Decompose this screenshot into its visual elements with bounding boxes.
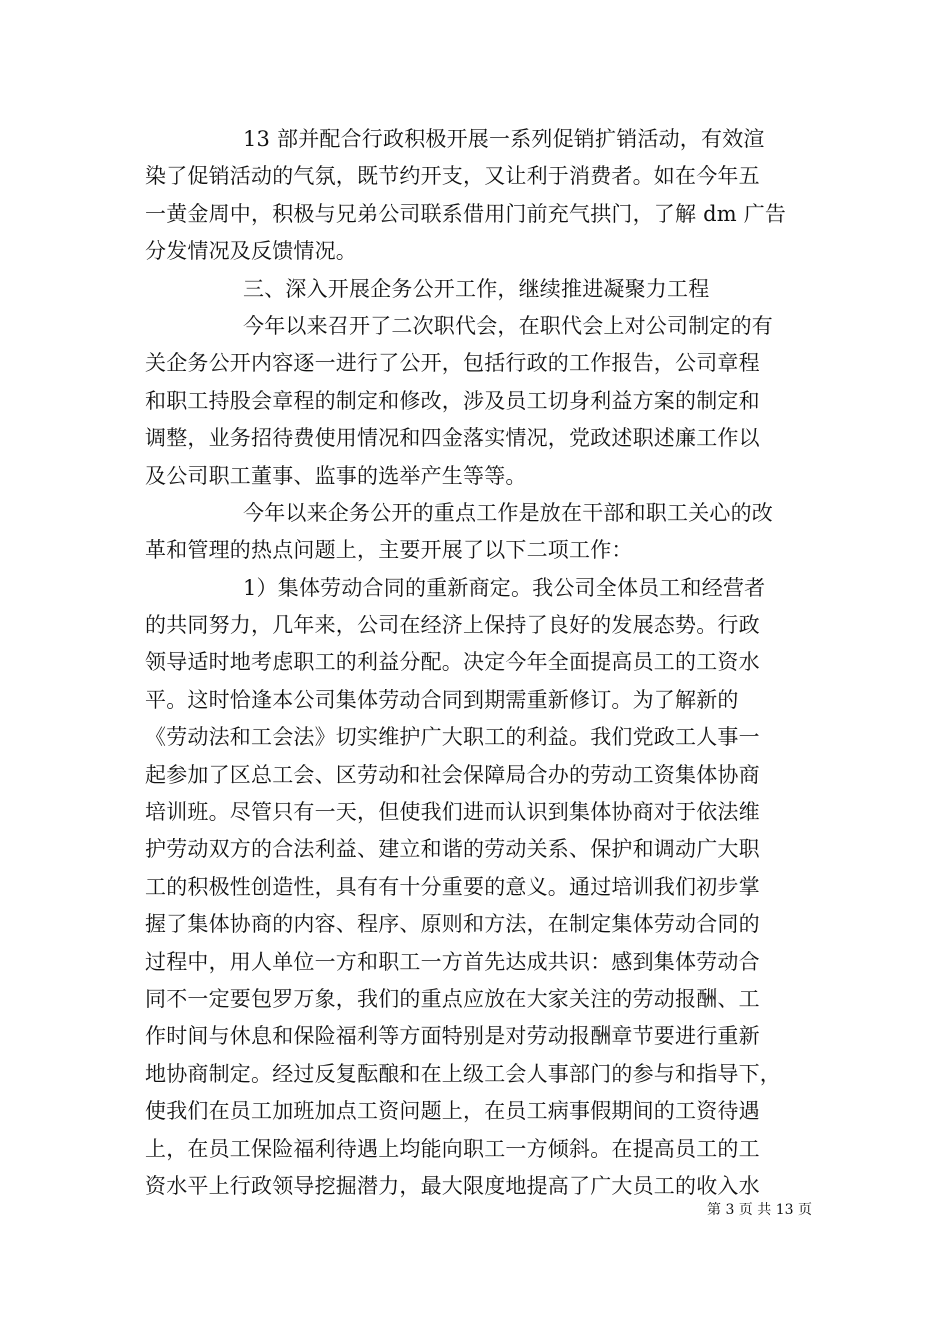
- text-line: 护劳动双方的合法利益、建立和谐的劳动关系、保护和调动广大职: [145, 837, 760, 862]
- text-line: 《劳动法和工会法》切实维护广大职工的利益。我们党政工人事一: [145, 725, 760, 750]
- text-line: 起参加了区总工会、区劳动和社会保障局合办的劳动工资集体协商: [145, 762, 760, 787]
- text-line: 一黄金周中，积极与兄弟公司联系借用门前充气拱门，了解 dm 广告: [145, 201, 787, 226]
- text-line: 平。这时恰逢本公司集体劳动合同到期需重新修订。为了解新的: [145, 687, 739, 712]
- page-number-footer: 第 3 页 共 13 页: [707, 1202, 812, 1218]
- document-body: [145, 121, 805, 1205]
- text-line: 过程中，用人单位一方和职工一方首先达成共识：感到集体劳动合: [145, 949, 760, 974]
- text-line: 革和管理的热点问题上，主要开展了以下二项工作：: [145, 538, 633, 563]
- text-line: 13 部并配合行政积极开展一系列促销扩销活动，有效渲: [243, 127, 765, 151]
- text-line: 的共同努力，几年来，公司在经济上保持了良好的发展态势。行政: [145, 613, 760, 638]
- text-line: 培训班。尽管只有一天，但使我们进而认识到集体协商对于依法维: [145, 800, 760, 825]
- text-line: 使我们在员工加班加点工资问题上，在员工病事假期间的工资待遇: [145, 1099, 760, 1124]
- text-line: 上，在员工保险福利待遇上均能向职工一方倾斜。在提高员工的工: [145, 1136, 760, 1161]
- text-line: 同不一定要包罗万象，我们的重点应放在大家关注的劳动报酬、工: [145, 986, 760, 1011]
- section-heading: 三、深入开展企务公开工作，继续推进凝聚力工程: [243, 276, 710, 301]
- text-line: 资水平上行政领导挖掘潜力，最大限度地提高了广大员工的收入水: [145, 1173, 760, 1198]
- text-line: 握了集体协商的内容、程序、原则和方法，在制定集体劳动合同的: [145, 912, 760, 937]
- text-line: 工的积极性创造性，具有有十分重要的意义。通过培训我们初步掌: [145, 874, 760, 899]
- text-line: 分发情况及反馈情况。: [145, 239, 357, 264]
- text-line: 染了促销活动的气氛，既节约开支，又让利于消费者。如在今年五: [145, 164, 760, 189]
- text-line: 今年以来召开了二次职代会，在职代会上对公司制定的有: [243, 313, 773, 338]
- text-line: 和职工持股会章程的制定和修改，涉及员工切身利益方案的制定和: [145, 388, 760, 413]
- text-line: 地协商制定。经过反复酝酿和在上级工会人事部门的参与和指导下，: [145, 1061, 781, 1086]
- text-line: 调整，业务招待费使用情况和四金落实情况，党政述职述廉工作以: [145, 426, 760, 451]
- text-line: 今年以来企务公开的重点工作是放在干部和职工关心的改: [243, 500, 773, 525]
- text-line: 1）集体劳动合同的重新商定。我公司全体员工和经营者: [243, 575, 766, 600]
- text-line: 及公司职工董事、监事的选举产生等等。: [145, 463, 527, 488]
- text-line: 关企务公开内容逐一进行了公开，包括行政的工作报告，公司章程: [145, 351, 760, 376]
- text-line: 作时间与休息和保险福利等方面特别是对劳动报酬章节要进行重新: [145, 1024, 760, 1049]
- text-line: 领导适时地考虑职工的利益分配。决定今年全面提高员工的工资水: [145, 650, 760, 675]
